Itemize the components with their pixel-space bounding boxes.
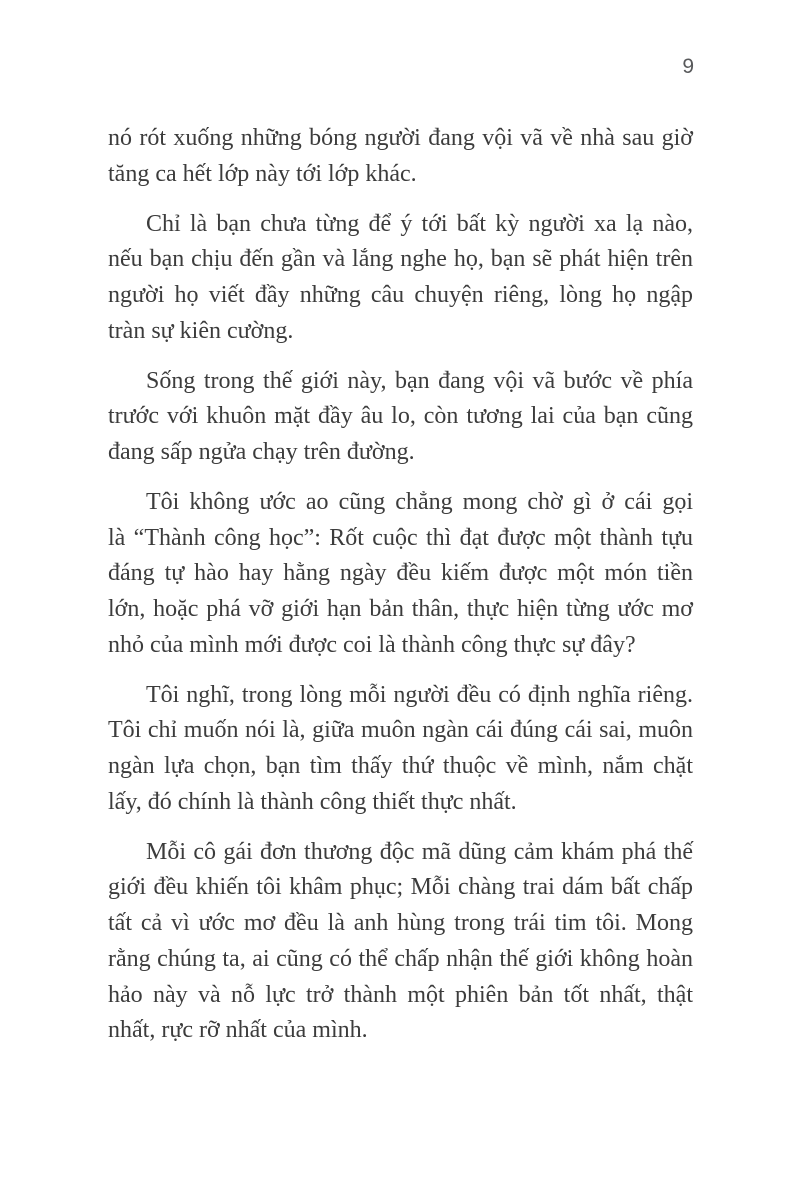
paragraph [108, 678, 693, 821]
text-line: Mỗi cô gái đơn thương độc mã dũng cảm khám phá thế [146, 838, 693, 865]
text-line: tất cả vì ước mơ đều là anh hùng trong trái tim tôi. Mong [108, 910, 693, 936]
page-number: 9 [682, 55, 694, 78]
text-line: lớn, hoặc phá vỡ giới hạn bản thân, thực hiện từng ước mơ [108, 596, 693, 622]
body-text-block [108, 121, 693, 1049]
text-line: tăng ca hết lớp này tới lớp khác. [108, 160, 417, 187]
text-line: nhỏ của mình mới được coi là thành công thực sự đây? [108, 631, 636, 658]
text-line: nhất, rực rỡ nhất của mình. [108, 1017, 368, 1044]
text-line: ngàn lựa chọn, bạn tìm thấy thứ thuộc về mình, nắm chặt [108, 753, 693, 779]
text-line: nếu bạn chịu đến gần và lắng nghe họ, bạn sẽ phát hiện trên [108, 246, 693, 273]
paragraph [108, 364, 693, 471]
text-line: nó rót xuống những bóng người đang vội vã về nhà sau giờ [108, 125, 693, 151]
text-line: người họ viết đầy những câu chuyện riêng, lòng họ ngập [108, 282, 693, 308]
text-line: trước với khuôn mặt đầy âu lo, còn tương lai của bạn cũng [108, 403, 693, 430]
text-line: tràn sự kiên cường. [108, 317, 294, 344]
text-line: là “Thành công học”: Rốt cuộc thì đạt được một thành tựu [108, 524, 693, 551]
text-line: giới đều khiến tôi khâm phục; Mỗi chàng trai dám bất chấp [108, 874, 693, 901]
text-line: rằng chúng ta, ai cũng có thể chấp nhận thế giới không hoàn [108, 945, 693, 972]
text-line: đáng tự hào hay hằng ngày đều kiếm được một món tiền [108, 560, 693, 587]
text-line: hảo này và nỗ lực trở thành một phiên bản tốt nhất, thật [108, 981, 693, 1008]
text-line: lấy, đó chính là thành công thiết thực nhất. [108, 788, 517, 815]
paragraph [108, 121, 693, 193]
text-line: Tôi không ước ao cũng chẳng mong chờ gì ở cái gọi [146, 488, 693, 515]
text-line: Chỉ là bạn chưa từng để ý tới bất kỳ người xa lạ nào, [146, 210, 693, 237]
text-line: Sống trong thế giới này, bạn đang vội vã bước về phía [146, 367, 693, 394]
paragraph [108, 207, 693, 350]
text-line: Tôi chỉ muốn nói là, giữa muôn ngàn cái đúng cái sai, muôn [108, 717, 693, 744]
paragraph [108, 835, 693, 1050]
text-line: đang sấp ngửa chạy trên đường. [108, 439, 415, 465]
text-line: Tôi nghĩ, trong lòng mỗi người đều có định nghĩa riêng. [146, 681, 693, 708]
paragraph [108, 485, 693, 664]
